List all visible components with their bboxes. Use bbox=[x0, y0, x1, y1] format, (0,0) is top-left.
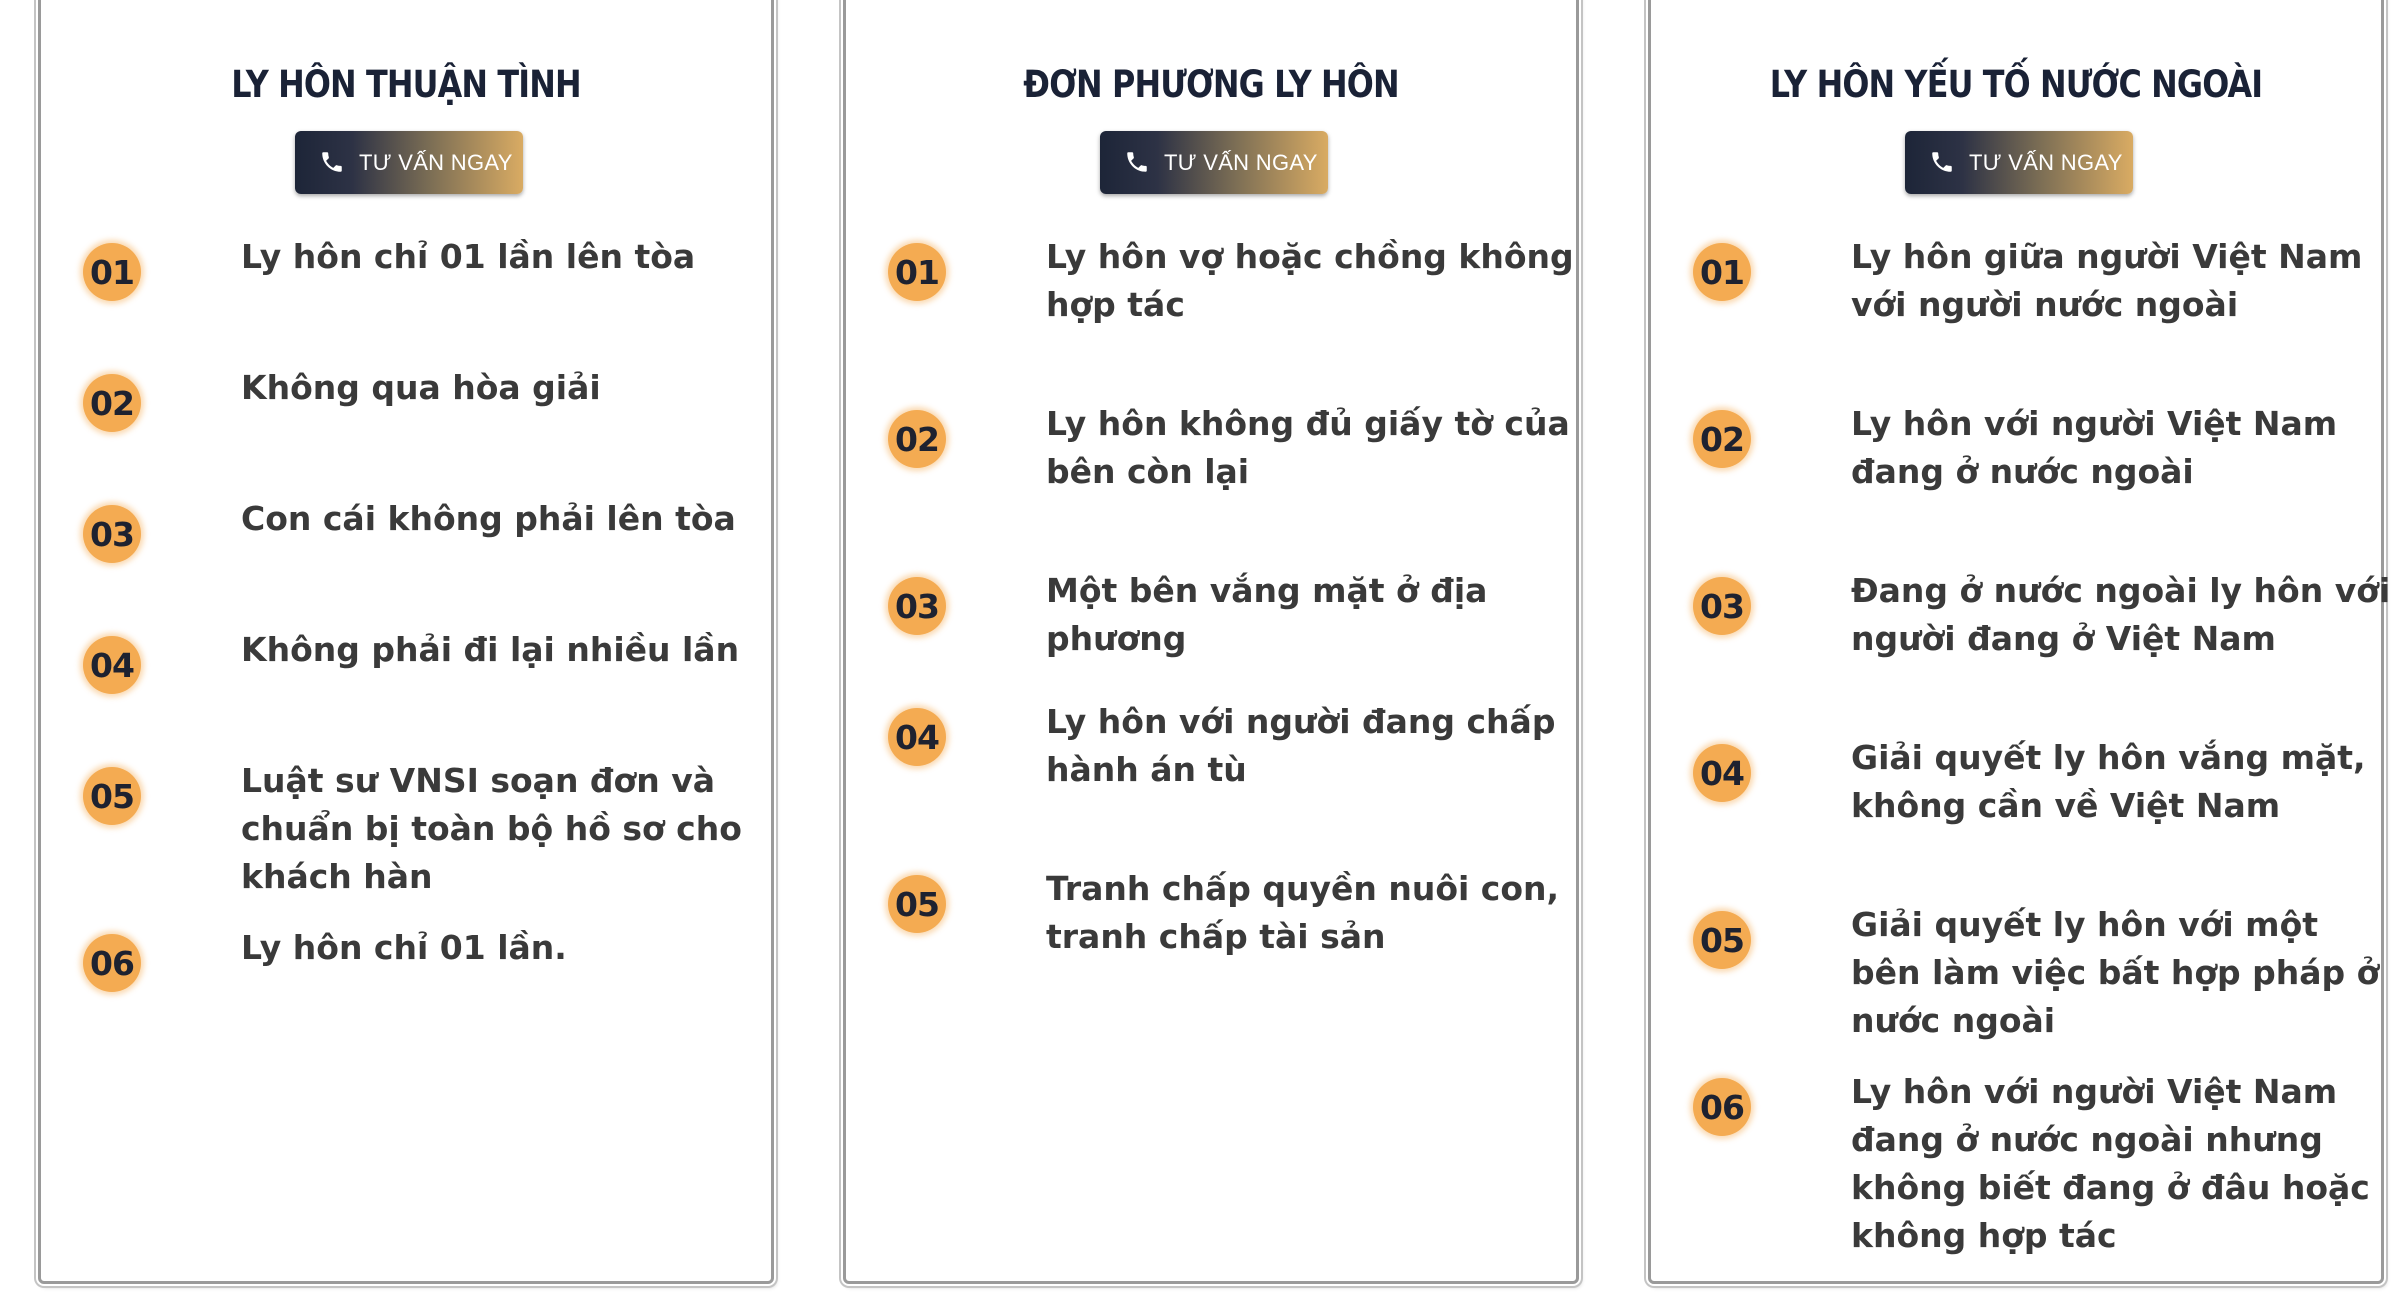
number-badge: 04 bbox=[1693, 744, 1751, 802]
number-badge: 05 bbox=[888, 875, 946, 933]
item-text: Ly hôn với người Việt Nam đang ở nước ngoài bbox=[1851, 404, 2338, 491]
tu-van-ngay-button[interactable] bbox=[295, 131, 523, 194]
cta-label: TƯ VẤN NGAY bbox=[1969, 149, 2123, 175]
card-title: LY HÔN THUẬN TÌNH bbox=[231, 63, 581, 106]
item-text: Không qua hòa giải bbox=[241, 368, 601, 407]
card-don-phuong-ly-hon bbox=[843, 0, 1579, 1284]
item-text: Ly hôn vợ hoặc chồng không hợp tác bbox=[1046, 237, 1574, 324]
number-badge: 06 bbox=[1693, 1078, 1751, 1136]
phone-icon bbox=[319, 149, 347, 177]
number-badge: 04 bbox=[888, 708, 946, 766]
tu-van-ngay-button[interactable] bbox=[1100, 131, 1328, 194]
card-ly-hon-thuan-tinh bbox=[38, 0, 774, 1284]
item-text: Ly hôn chỉ 01 lần lên tòa bbox=[241, 237, 696, 276]
item-text: Ly hôn với người đang chấp hành án tù bbox=[1046, 702, 1556, 789]
number-badge: 03 bbox=[1693, 577, 1751, 635]
item-text: Ly hôn không đủ giấy tờ của bên còn lại bbox=[1046, 404, 1570, 491]
cta-label: TƯ VẤN NGAY bbox=[1164, 149, 1318, 175]
item-text: Giải quyết ly hôn với một bên làm việc bất hợp pháp ở nước ngoài bbox=[1851, 905, 2380, 1040]
number-badge: 03 bbox=[83, 505, 141, 563]
number-badge: 02 bbox=[1693, 410, 1751, 468]
item-text: Không phải đi lại nhiều lần bbox=[241, 630, 740, 669]
number-badge: 04 bbox=[83, 636, 141, 694]
card-ly-hon-yeu-to-nuoc-ngoai bbox=[1648, 0, 2391, 1284]
number-badge: 01 bbox=[888, 243, 946, 301]
number-badge: 06 bbox=[83, 934, 141, 992]
phone-icon bbox=[1124, 149, 1152, 177]
number-badge: 02 bbox=[83, 374, 141, 432]
number-badge: 01 bbox=[1693, 243, 1751, 301]
number-badge: 05 bbox=[83, 767, 141, 825]
cta-label: TƯ VẤN NGAY bbox=[359, 149, 513, 175]
item-text: Ly hôn với người Việt Nam đang ở nước ngoài nhưng không biết đang ở đâu hoặc không hợp tác bbox=[1851, 1072, 2370, 1255]
item-text: Ly hôn giữa người Việt Nam với người nước ngoài bbox=[1851, 237, 2363, 324]
phone-icon bbox=[1929, 149, 1957, 177]
item-text: Ly hôn chỉ 01 lần. bbox=[241, 928, 567, 967]
number-badge: 03 bbox=[888, 577, 946, 635]
item-text: Đang ở nước ngoài ly hôn với người đang ở Việt Nam bbox=[1851, 571, 2391, 658]
number-badge: 02 bbox=[888, 410, 946, 468]
number-badge: 01 bbox=[83, 243, 141, 301]
item-text: Luật sư VNSI soạn đơn và chuẩn bị toàn bộ hồ sơ cho khách hàn bbox=[241, 761, 742, 896]
number-badge: 05 bbox=[1693, 911, 1751, 969]
card-title: ĐƠN PHƯƠNG LY HÔN bbox=[1023, 63, 1399, 106]
item-text: Con cái không phải lên tòa bbox=[241, 499, 736, 538]
tu-van-ngay-button[interactable] bbox=[1905, 131, 2133, 194]
item-text: Giải quyết ly hôn vắng mặt, không cần về Việt Nam bbox=[1851, 738, 2366, 825]
item-text: Một bên vắng mặt ở địa phương bbox=[1046, 571, 1488, 658]
card-title: LY HÔN YẾU TỐ NƯỚC NGOÀI bbox=[1769, 63, 2263, 106]
item-text: Tranh chấp quyền nuôi con, tranh chấp tài sản bbox=[1046, 869, 1560, 956]
